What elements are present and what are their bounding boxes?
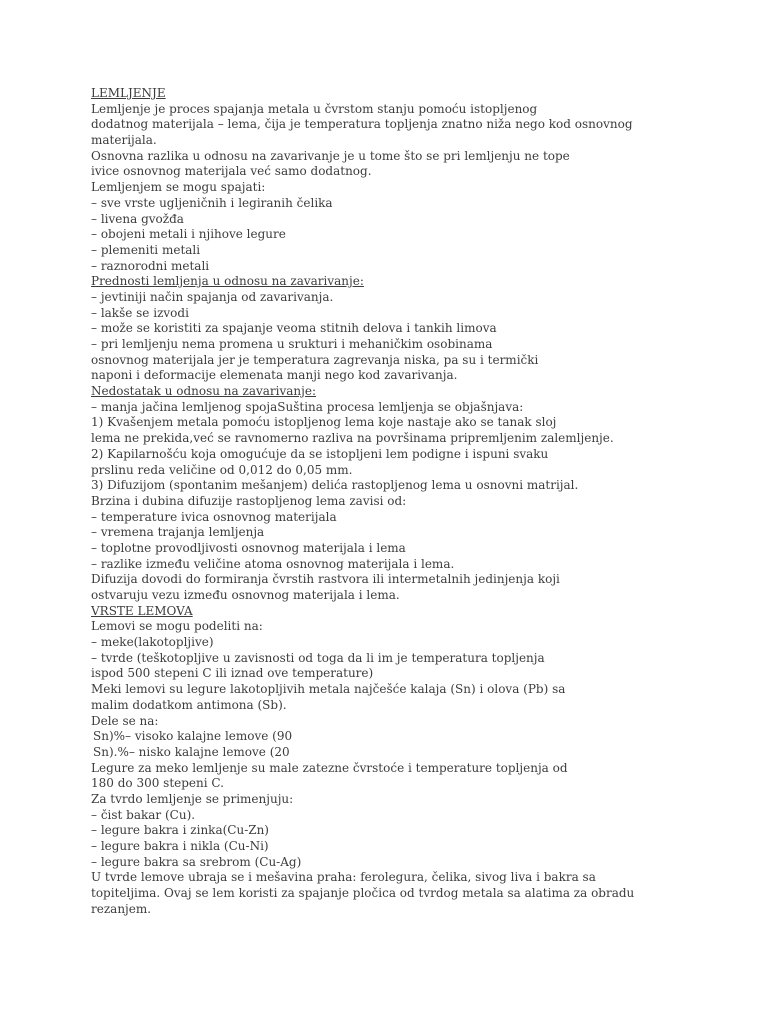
text-line: Dele se na: — [91, 713, 159, 728]
text-line: materijala. — [91, 133, 157, 148]
text-line: Lemljenje je proces spajanja metala u čvrstom stanju pomoću istopljenog — [91, 101, 538, 116]
text-line: prslinu reda veličine od 0,012 do 0,05 mm. — [91, 462, 353, 477]
text-line: Osnovna razlika u odnosu na zavarivanje je u tome što se pri lemljenju ne tope — [91, 148, 570, 163]
text-line: Difuzija dovodi do formiranja čvrstih rastvora ili intermetalnih jedinjenja koji — [91, 572, 560, 587]
text-line: – legure bakra sa srebrom (Cu-Ag) — [91, 854, 302, 869]
text-line: – temperature ivica osnovnog materijala — [91, 509, 337, 524]
text-line: ostvaruju vezu između osnovnog materijala i lema. — [91, 588, 400, 602]
text-line: Sn)%– visoko kalajne lemove (90 — [93, 729, 293, 744]
text-line: Lemovi se mogu podeliti na: — [91, 619, 263, 634]
text-line: Brzina i dubina difuzije rastopljenog lema zavisi od: — [91, 493, 407, 508]
text-line: – tvrde (teškotopljive u zavisnosti od toga da li im je temperatura topljenja — [91, 650, 545, 665]
text-line: – čist bakar (Cu). — [91, 807, 196, 822]
text-line: Meki lemovi su legure lakotopljivih metala najčešće kalaja (Sn) i olova (Pb) sa — [91, 682, 566, 697]
section-heading: Prednosti lemljenja u odnosu na zavarivanje: — [91, 274, 364, 289]
text-line: – lakše se izvodi — [91, 305, 189, 320]
text-line: 3) Difuzijom (spontanim mešanjem) delića rastopljenog lema u osnovni matrijal. — [91, 478, 579, 493]
text-line: – legure bakra i nikla (Cu-Ni) — [91, 839, 269, 853]
text-line: – meke(lakotopljive) — [91, 635, 214, 650]
text-line: Legure za meko lemljenje su male zatezne čvrstoće i temperature topljenja od — [91, 760, 568, 775]
text-line: – livena gvožđa — [91, 211, 184, 226]
document-body — [91, 86, 751, 917]
text-line: Sn).%– nisko kalajne lemove (20 — [93, 744, 290, 759]
text-line: 180 do 300 stepeni C. — [91, 776, 224, 791]
text-line: 2) Kapilarnošću koja omogućuje da se istopljeni lem podigne i ispuni svaku — [91, 446, 549, 461]
text-line: malim dodatkom antimona (Sb). — [91, 697, 287, 712]
text-line: topiteljima. Ovaj se lem koristi za spajanje pločica od tvrdog metala sa alatima za obradu — [91, 886, 635, 901]
text-line: Za tvrdo lemljenje se primenjuju: — [91, 791, 294, 806]
text-line: ivice osnovnog materijala već samo dodatnog. — [91, 164, 372, 179]
text-line: rezanjem. — [91, 901, 152, 916]
text-line: – toplotne provodljivosti osnovnog materijala i lema — [91, 540, 406, 555]
text-line: – manja jačina lemljenog spojaSuština procesa lemljenja se objašnjava: — [91, 399, 524, 414]
section-heading: Nedostatak u odnosu na zavarivanje: — [91, 384, 317, 399]
text-line: ispod 500 stepeni C ili iznad ove temperature) — [91, 666, 374, 681]
text-line: naponi i deformacije elemenata manji nego kod zavarivanja. — [91, 368, 458, 383]
section-heading: LEMLJENJE — [91, 86, 166, 100]
section-heading: VRSTE LEMOVA — [91, 603, 193, 618]
text-line: – vremena trajanja lemljenja — [91, 525, 265, 540]
text-line: dodatnog materijala – lema, čija je temperatura topljenja znatno niža nego kod osnovnog — [91, 117, 633, 132]
text-line: – pri lemljenju nema promena u srukturi i mehaničkim osobinama — [91, 337, 493, 351]
text-line: Lemljenjem se mogu spajati: — [91, 180, 266, 195]
text-line: 1) Kvašenjem metala pomoću istopljenog lema koje nastaje ako se tanak sloj — [91, 415, 557, 430]
text-line: – raznorodni metali — [91, 258, 210, 273]
text-line: – sve vrste ugljeničnih i legiranih čelika — [91, 195, 333, 210]
text-line: – obojeni metali i njihove legure — [91, 227, 286, 242]
text-line: – razlike između veličine atoma osnovnog materijala i lema. — [91, 556, 455, 571]
text-line: – plemeniti metali — [91, 242, 201, 257]
text-line: lema ne prekida,već se ravnomerno razliva na površinama pripremljenim zalemljenje. — [91, 431, 614, 446]
text-line: – jevtiniji način spajanja od zavarivanja. — [91, 289, 334, 304]
text-line: U tvrde lemove ubraja se i mešavina praha: ferolegura, čelika, sivog liva i bakra sa — [91, 870, 596, 885]
text-line: osnovnog materijala jer je temperatura zagrevanja niska, pa su i termički — [91, 352, 539, 367]
text-line: – legure bakra i zinka(Cu-Zn) — [91, 823, 269, 838]
text-line: – može se koristiti za spajanje veoma stitnih delova i tankih limova — [91, 321, 497, 336]
